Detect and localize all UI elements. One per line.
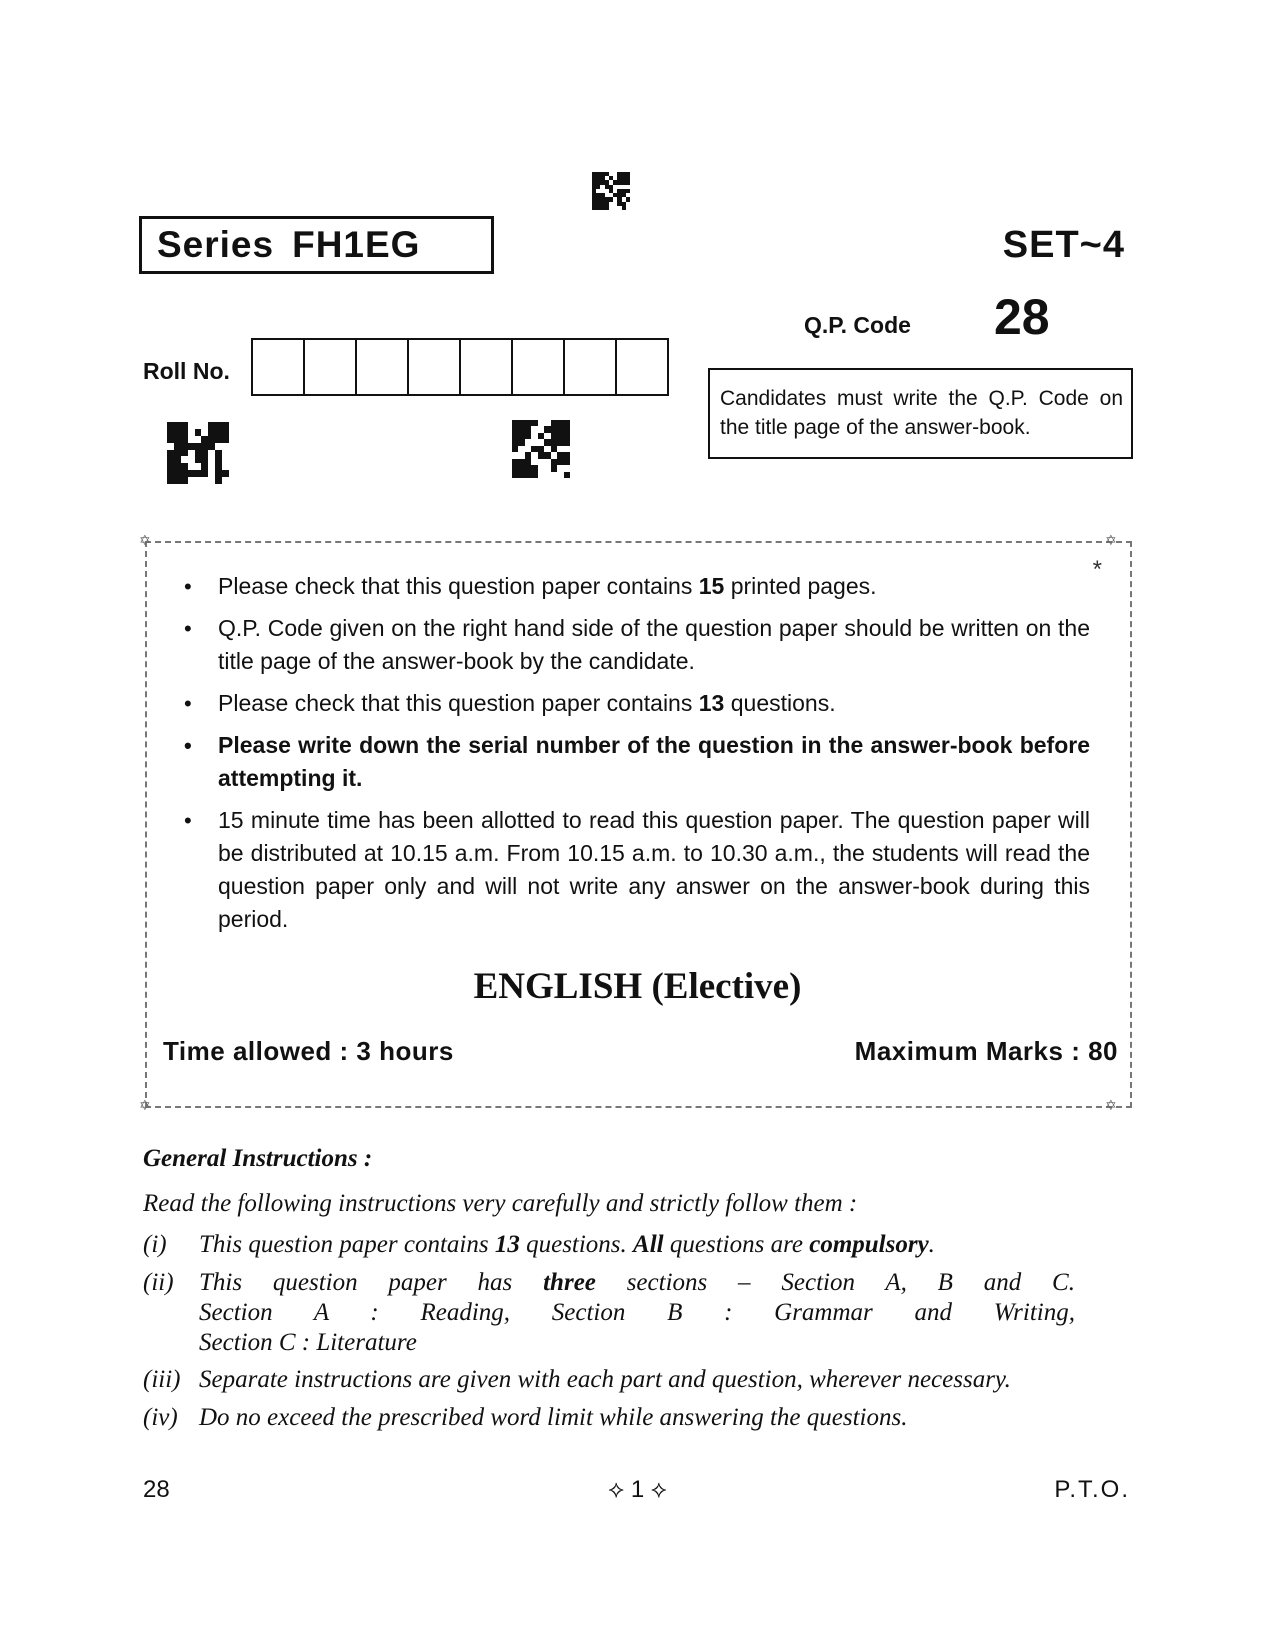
instruction-bullet-list — [190, 570, 1090, 945]
qp-code-value: 28 — [994, 289, 1050, 345]
set-label: SET~4 — [1002, 224, 1125, 266]
instruction-bullet: • 15 minute time has been allotted to read this question paper. The question paper will be distributed at 10.15 a.m. From 10.15 a.m. to 10.30 a.m., the students will read the question paper only and will not write any answer on the answer-book during this period. — [190, 804, 1090, 936]
maximum-marks: Maximum Marks : 80 — [854, 1036, 1118, 1066]
footer-qp-code: 28 — [143, 1476, 170, 1503]
roll-number-box[interactable] — [253, 340, 305, 394]
qr-code-left — [167, 422, 229, 484]
general-instruction-item: (i) This question paper contains 13 questions. All questions are compulsory. — [143, 1231, 935, 1258]
roll-number-box[interactable] — [513, 340, 565, 394]
frame-corner-star-icon: ✡ — [139, 532, 151, 548]
roll-number-box[interactable] — [565, 340, 617, 394]
qp-code-note: Candidates must write the Q.P. Code on the title page of the answer-book. — [708, 368, 1133, 459]
roll-number-box[interactable] — [461, 340, 513, 394]
qr-code-top — [592, 172, 630, 210]
roll-number-box[interactable] — [357, 340, 409, 394]
instruction-bullet: • Please write down the serial number of the question in the answer-book before attempting it. — [190, 729, 1090, 795]
roll-number-boxes[interactable] — [251, 338, 669, 396]
roll-number-box[interactable] — [305, 340, 357, 394]
instruction-bullet: • Please check that this question paper contains 13 questions. — [190, 687, 1090, 720]
instruction-bullet: • Q.P. Code given on the right hand side of the question paper should be written on the title page of the answer-book by the candidate. — [190, 612, 1090, 678]
general-instruction-item: (iv) Do no exceed the prescribed word limit while answering the questions. — [143, 1404, 908, 1431]
frame-corner-star-icon: ✡ — [139, 1097, 151, 1113]
series-code: FH1EG — [292, 224, 421, 265]
roll-number-box[interactable] — [617, 340, 667, 394]
footer-page-number: ⟡ 1 ⟡ — [608, 1476, 667, 1503]
instruction-bullet: • Please check that this question paper contains 15 printed pages. — [190, 570, 1090, 603]
frame-corner-star-icon: ✡ — [1105, 532, 1117, 548]
footer-pto: P.T.O. — [1054, 1476, 1130, 1503]
time-allowed: Time allowed : 3 hours — [163, 1036, 454, 1066]
roll-number-box[interactable] — [409, 340, 461, 394]
qr-code-middle — [512, 420, 570, 478]
series-label: Series — [157, 224, 275, 265]
roll-number-label: Roll No. — [143, 358, 230, 384]
series-box — [139, 216, 494, 274]
general-instructions-heading: General Instructions : — [143, 1145, 373, 1172]
qp-code-label: Q.P. Code — [804, 312, 911, 338]
asterisk-mark: * — [1092, 556, 1102, 583]
general-instructions-intro: Read the following instructions very carefully and strictly follow them : — [143, 1190, 858, 1217]
general-instruction-item: (iii) Separate instructions are given with each part and question, wherever necessary. — [143, 1366, 1011, 1393]
frame-corner-star-icon: ✡ — [1105, 1097, 1117, 1113]
general-instruction-item: (ii) This question paper has three sections – Section A, B and C. Section A : Reading, Section B : Grammar and Writing, Section C : Literature — [143, 1269, 1075, 1356]
subject-title: ENGLISH (Elective) — [473, 966, 802, 1007]
